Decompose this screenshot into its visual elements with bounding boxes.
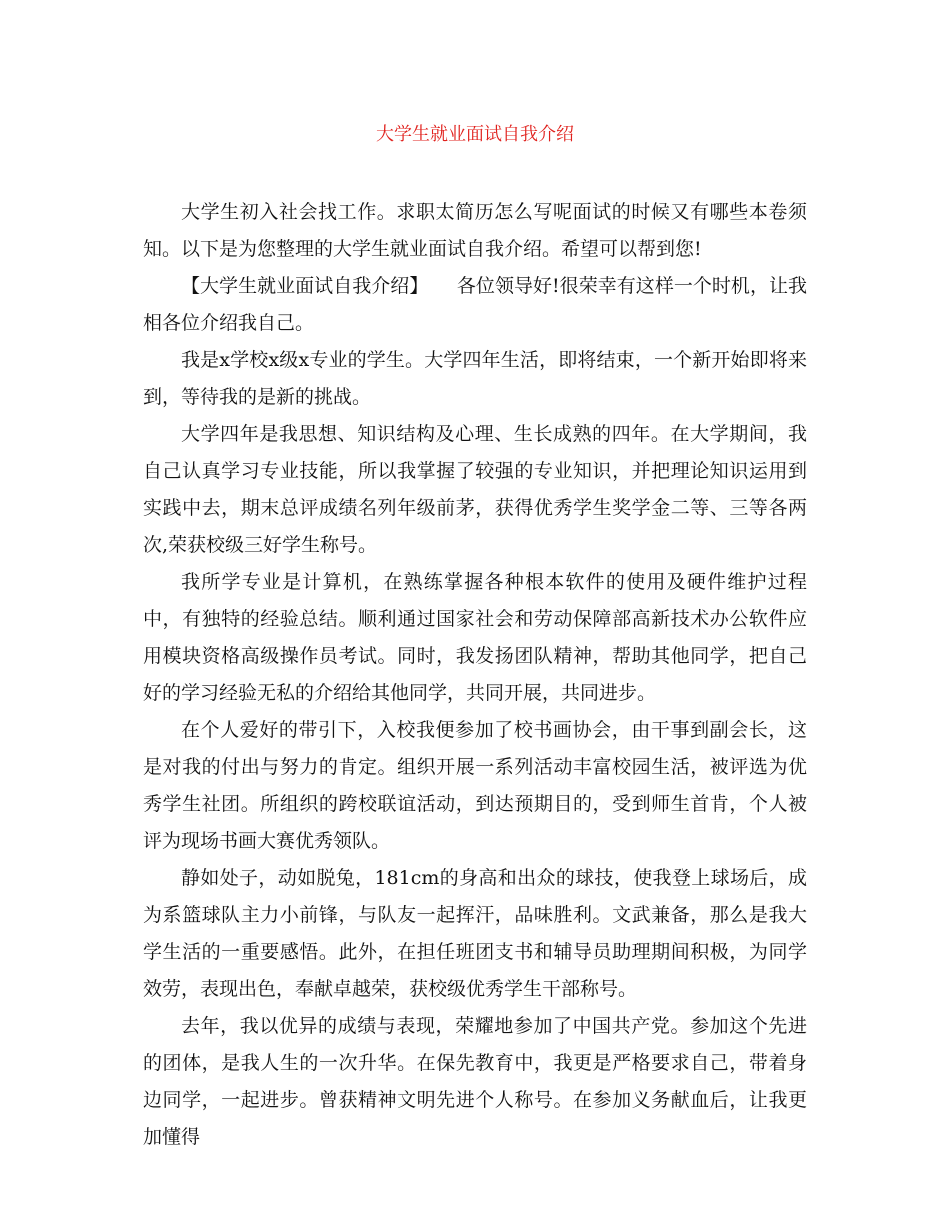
paragraph-intro: 大学生初入社会找工作。求职太简历怎么写呢面试的时候又有哪些本卷须知。以下是为您整理的大学生就业面试自我介绍。希望可以帮到您! — [143, 201, 807, 260]
paragraph-sports: 静如处子，动如脱兔，181cm的身高和出众的球技，使我登上球场后，成为系篮球队主力小前锋，与队友一起挥汗，品味胜利。文武兼备，那么是我大学生活的一重要感悟。此外，在担任班团支书和辅导员助理期间积极，为同学效劳，表现出色，奉献卓越荣，获校级优秀学生干部称号。 — [143, 867, 807, 1000]
paragraph-hobby: 在个人爱好的带引下，入校我便参加了校书画协会，由干事到副会长，这是对我的付出与努力的肯定。组织开展一系列活动丰富校园生活，被评选为优秀学生社团。所组织的跨校联谊活动，到达预期目的，受到师生首肯，个人被评为现场书画大赛优秀领队。 — [143, 719, 807, 852]
paragraph-background: 我是x学校x级x专业的学生。大学四年生活，即将结束，一个新开始即将来到，等待我的是新的挑战。 — [143, 349, 807, 408]
paragraph-party: 去年，我以优异的成绩与表现，荣耀地参加了中国共产党。参加这个先进的团体，是我人生的一次升华。在保先教育中，我更是严格要求自己，带着身边同学，一起进步。曾获精神文明先进个人称号。在参加义务献血后，让我更加懂得 — [143, 1015, 807, 1148]
document-body — [143, 194, 807, 1156]
paragraph-study: 大学四年是我思想、知识结构及心理、生长成熟的四年。在大学期间，我自己认真学习专业技能，所以我掌握了较强的专业知识，并把理论知识运用到实践中去，期末总评成绩名列年级前茅，获得优秀学生奖学金二等、三等各两次,荣获校级三好学生称号。 — [143, 423, 807, 556]
paragraph-major: 我所学专业是计算机，在熟练掌握各种根本软件的使用及硬件维护过程中，有独特的经验总结。顺利通过国家社会和劳动保障部高新技术办公软件应用模块资格高级操作员考试。同时，我发扬团队精神，帮助其他同学，把自己好的学习经验无私的介绍给其他同学，共同开展，共同进步。 — [143, 571, 807, 704]
document-title: 大学生就业面试自我介绍 — [376, 124, 574, 145]
paragraph-greeting: 【大学生就业面试自我介绍】 各位领导好!很荣幸有这样一个时机，让我相各位介绍我自己。 — [143, 275, 807, 334]
